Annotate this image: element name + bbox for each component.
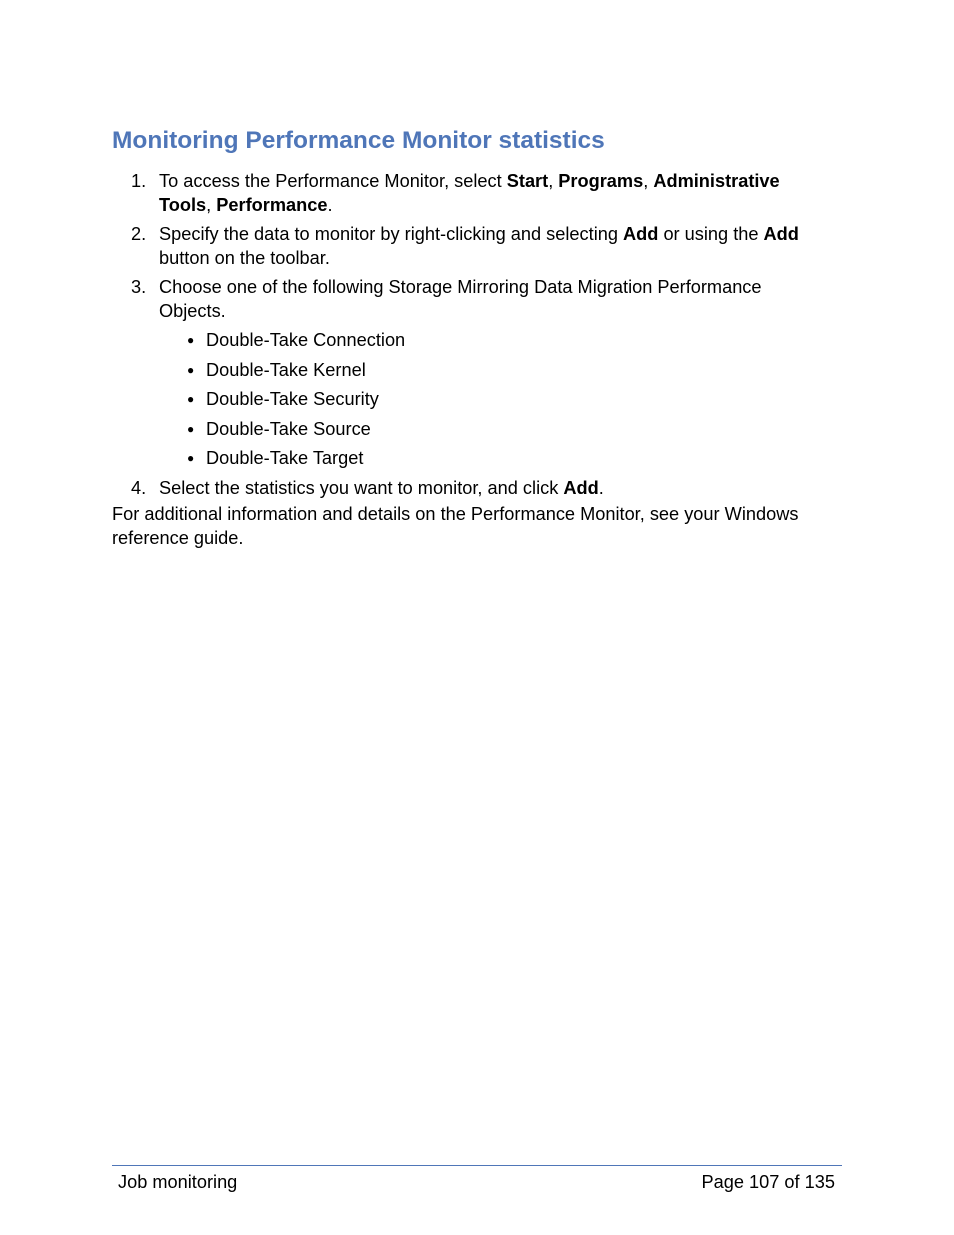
footer-section-name: Job monitoring — [118, 1172, 238, 1192]
page-title: Monitoring Performance Monitor statistics — [112, 127, 605, 154]
step-text: Select the statistics you want to monitor, and click Add. — [159, 477, 604, 498]
footer-divider — [112, 1165, 842, 1166]
step-text: Specify the data to monitor by right-clicking and selecting Add or using the Add button on the toolbar. — [159, 224, 799, 268]
menu-administrative-tools: Administrative Tools — [159, 171, 780, 215]
procedure-steps — [112, 170, 832, 506]
step-1 — [112, 170, 832, 217]
menu-start: Start — [506, 171, 549, 191]
list-item: ● Double-Take Connection — [159, 329, 832, 353]
bullet-icon: ● — [187, 451, 195, 465]
list-item: ● Double-Take Kernel — [159, 359, 832, 383]
bullet-icon: ● — [187, 421, 195, 436]
command-add: Add — [623, 224, 659, 244]
step-4 — [112, 477, 832, 501]
step-number: 2. — [131, 224, 147, 244]
list-item: ● Double-Take Source — [159, 418, 832, 442]
command-add: Add — [763, 224, 799, 244]
list-item: ● Double-Take Target — [159, 447, 832, 471]
bullet-icon: ● — [187, 333, 195, 347]
step-number: 1. — [131, 171, 147, 191]
menu-programs: Programs — [558, 171, 644, 191]
step-text: To access the Performance Monitor, select Start, Programs, Administrative Tools, Performance. — [159, 171, 780, 215]
step-text: Choose one of the following Storage Mirroring Data Migration Performance Objects. — [159, 277, 762, 321]
step-number: 4. — [131, 477, 147, 498]
step-number: 3. — [131, 277, 147, 297]
footer-page-number: Page 107 of 135 — [701, 1172, 835, 1192]
bullet-icon: ● — [187, 392, 195, 406]
command-add: Add — [563, 477, 599, 498]
performance-objects-list — [159, 329, 832, 471]
step-2 — [112, 223, 832, 270]
step-3 — [112, 276, 832, 471]
list-item: ● Double-Take Security — [159, 388, 832, 412]
bullet-icon: ● — [187, 362, 195, 377]
closing-paragraph: For additional information and details on the Performance Monitor, see your Windows reference guide. — [112, 504, 799, 548]
menu-performance: Performance — [216, 194, 328, 215]
